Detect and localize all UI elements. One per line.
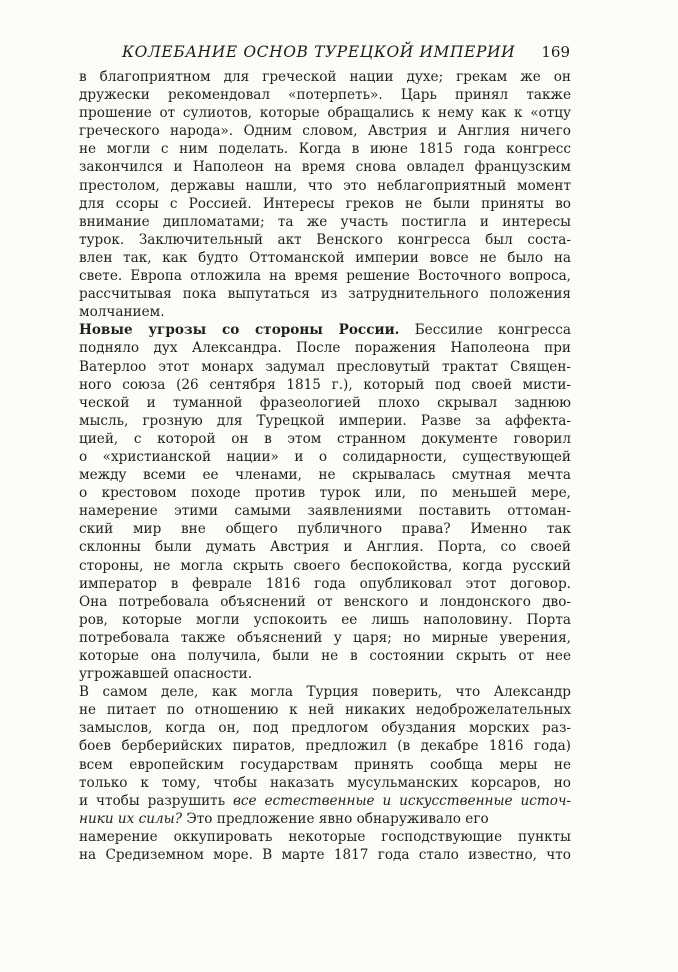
text-run: намерение этими самыми заявлениями поставить оттоман-	[79, 503, 571, 520]
text-line	[79, 557, 571, 575]
text-run: цией, с которой он в этом странном документе говорил	[79, 430, 571, 447]
text-line	[79, 430, 571, 448]
text-line	[79, 737, 571, 755]
text-line	[79, 394, 571, 412]
text-run: молчанием.	[79, 304, 165, 321]
text-run: прошение от сулиотов, которые обращались к нему как к «отцу	[79, 105, 571, 122]
text-run: Она потребовала объяснений от венского и лондонского дво-	[79, 593, 571, 610]
text-line	[79, 520, 571, 538]
text-line	[79, 267, 571, 285]
text-run: Это предложение явно обнаруживало его	[182, 810, 489, 827]
text-run: которые она получила, были не в состоянии скрыть от нее	[79, 648, 571, 664]
text-line	[79, 195, 571, 213]
text-line	[79, 358, 571, 376]
text-run: император в феврале 1816 года опубликовал этот договор.	[79, 575, 571, 592]
text-run: о крестовом походе против турок или, по меньшей мере,	[79, 485, 571, 502]
text-run: В самом деле, как могла Турция поверить, что Александр	[79, 684, 571, 701]
text-run: ного союза (26 сентября 1815 г.), который под своей мисти-	[79, 376, 571, 393]
text-line	[79, 846, 571, 864]
text-run: замыслов, когда он, под предлогом обуздания морских раз-	[79, 720, 571, 737]
text-line	[79, 249, 571, 267]
text-line	[79, 683, 571, 701]
text-run: и чтобы разрушить	[79, 792, 234, 809]
section-heading: Новые угрозы со стороны России.	[79, 322, 400, 339]
text-line	[79, 828, 571, 846]
text-run: угрожавшей опасности.	[79, 666, 253, 683]
text-line	[79, 701, 571, 719]
text-line	[79, 140, 571, 158]
text-line	[79, 593, 571, 611]
text-line	[79, 104, 571, 122]
italic-phrase: все естественные и искусственные источ-	[233, 792, 571, 809]
text-run: для ссоры с Россией. Интересы греков не были приняты во	[79, 195, 571, 212]
text-run: не питает по отношению к ней никаких недоброжелательных	[79, 702, 571, 719]
italic-phrase: ники их силы?	[79, 810, 183, 827]
text-line	[79, 321, 571, 339]
text-line	[79, 412, 571, 430]
text-run: на Средиземном море. В марте 1817 года стало известно, что	[79, 847, 571, 864]
text-run: ский мир вне общего публичного права? Именно так	[79, 521, 571, 538]
text-run: турок. Заключительный акт Венского конгресса был соста-	[79, 231, 571, 248]
text-run: склонны были думать Австрия и Англия. Порта, со своей	[79, 539, 571, 556]
text-run: закончился и Наполеон на время снова овладел французским	[79, 159, 571, 176]
text-run: боев берберийских пиратов, предложил (в декабре 1816 года)	[79, 738, 571, 755]
text-line	[79, 303, 571, 321]
text-run: ческой и туманной фразеологией плохо скрывал заднюю	[79, 394, 571, 411]
text-line	[79, 231, 571, 249]
text-run: ров, которые могли успокоить ее лишь наполовину. Порта	[79, 611, 571, 628]
text-line	[79, 484, 571, 502]
text-run: мысль, грозную для Турецкой империи. Разве за аффекта-	[79, 412, 571, 429]
text-run: влен так, как будто Оттоманской империи вовсе не было на	[79, 249, 571, 266]
text-run: стороны, не могла скрыть своего беспокойства, когда русский	[79, 557, 571, 574]
text-line	[79, 792, 571, 810]
text-run: дружески рекомендовал «потерпеть». Царь принял также	[79, 87, 571, 104]
text-line	[79, 448, 571, 466]
body-text	[79, 68, 571, 864]
text-run: только к тому, чтобы наказать мусульманских корсаров, но	[79, 774, 571, 791]
text-line	[79, 213, 571, 231]
text-line	[79, 122, 571, 140]
running-head: КОЛЕБАНИЕ ОСНОВ ТУРЕЦКОЙ ИМПЕРИИ	[122, 43, 516, 61]
text-line	[79, 502, 571, 520]
text-run: намерение оккупировать некоторые господствующие пункты	[79, 828, 571, 845]
text-line	[79, 665, 571, 683]
text-line	[79, 719, 571, 737]
text-line	[79, 86, 571, 104]
text-line	[79, 611, 571, 629]
text-line	[79, 158, 571, 176]
text-run: греческого народа». Одним словом, Австрия и Англия ничего	[79, 123, 571, 140]
text-line	[79, 647, 571, 665]
text-line	[79, 774, 571, 792]
text-line	[79, 810, 571, 828]
text-line	[79, 68, 571, 86]
text-run: о «христианской нации» и о солидарности, существующей	[79, 448, 571, 465]
text-run: внимание дипломатами; та же участь постигла и интересы	[79, 213, 571, 230]
text-line	[79, 177, 571, 195]
text-line	[79, 538, 571, 556]
text-line	[79, 756, 571, 774]
text-run: потребовала также объяснений у царя; но мирные уверения,	[79, 629, 571, 646]
text-run: свете. Европа отложила на время решение Восточного вопроса,	[79, 268, 571, 285]
text-run: не могли с ним поделать. Когда в июне 1815 года конгресс	[79, 141, 571, 158]
page-number: 169	[541, 43, 570, 61]
text-line	[79, 466, 571, 484]
text-run: подняло дух Александра. После поражения Наполеона при	[79, 340, 571, 357]
text-line	[79, 339, 571, 357]
text-run: Бессилие конгресса	[399, 322, 571, 339]
text-run: в благоприятном для греческой нации духе; грекам же он	[79, 69, 571, 85]
text-run: всем европейским государствам принять сообща меры не	[79, 756, 571, 773]
text-line	[79, 376, 571, 394]
text-line	[79, 285, 571, 303]
text-run: между всеми ее членами, не скрывалась смутная мечта	[79, 467, 571, 484]
text-line	[79, 629, 571, 647]
text-run: престолом, державы нашли, что это неблагоприятный момент	[79, 177, 571, 194]
page-header	[110, 43, 570, 65]
text-run: Ватерлоо этот монарх задумал пресловутый трактат Священ-	[79, 358, 571, 375]
text-run: рассчитывая пока выпутаться из затруднительного положения	[79, 286, 571, 303]
text-line	[79, 575, 571, 593]
